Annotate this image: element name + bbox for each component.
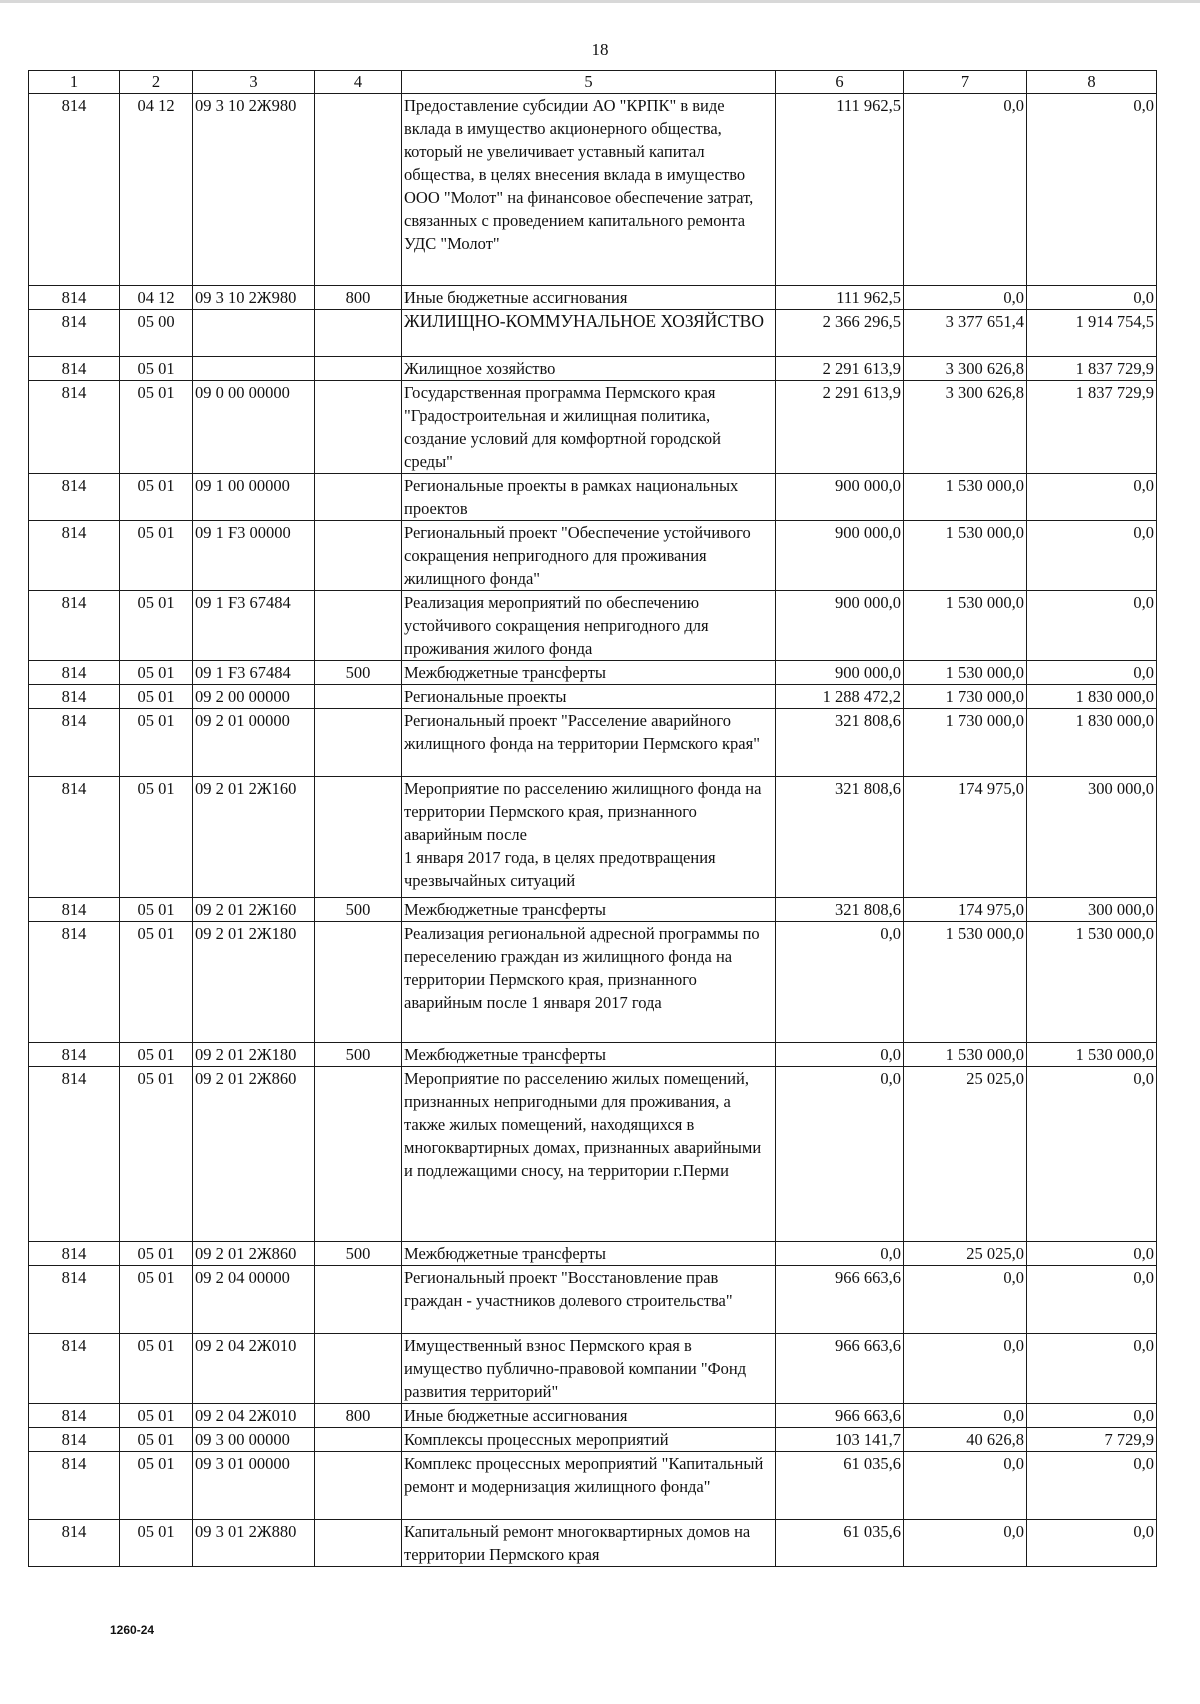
ministry-code-cell: 814: [29, 1242, 120, 1266]
ministry-code-cell: 814: [29, 310, 120, 357]
table-header: [29, 71, 1157, 94]
table-row: [29, 1452, 1157, 1520]
ministry-code-cell: 814: [29, 94, 120, 286]
ministry-code-cell: 814: [29, 1452, 120, 1520]
description-cell: Реализация региональной адресной программы по переселению граждан из жилищного фонда на территории Пермского края, признанного аварийным после 1 января 2017 года: [402, 922, 776, 1043]
ministry-code-cell: 814: [29, 521, 120, 591]
description-cell: Региональный проект "Обеспечение устойчивого сокращения непригодного для проживания жилищного фонда": [402, 521, 776, 591]
ministry-code-cell: 814: [29, 777, 120, 898]
amount-year1-cell: 111 962,5: [776, 286, 904, 310]
amount-year2-cell: 174 975,0: [904, 777, 1027, 898]
ministry-code-cell: 814: [29, 1520, 120, 1567]
amount-year3-cell: 1 914 754,5: [1027, 310, 1157, 357]
description-cell: Межбюджетные трансферты: [402, 1242, 776, 1266]
amount-year3-cell: 0,0: [1027, 1520, 1157, 1567]
amount-year2-cell: 3 300 626,8: [904, 357, 1027, 381]
expense-type-cell: 500: [315, 1242, 402, 1266]
section-code-cell: 05 01: [120, 1428, 193, 1452]
table-body: [29, 94, 1157, 1567]
description-cell: Межбюджетные трансферты: [402, 1043, 776, 1067]
target-article-cell: 09 3 10 2Ж980: [193, 286, 315, 310]
table-row: [29, 591, 1157, 661]
target-article-cell: 09 2 01 2Ж180: [193, 1043, 315, 1067]
amount-year1-cell: 61 035,6: [776, 1520, 904, 1567]
table-row: [29, 1266, 1157, 1334]
column-header: 3: [193, 71, 315, 94]
amount-year3-cell: 0,0: [1027, 661, 1157, 685]
ministry-code-cell: 814: [29, 1428, 120, 1452]
amount-year1-cell: 966 663,6: [776, 1404, 904, 1428]
amount-year2-cell: 0,0: [904, 94, 1027, 286]
description-cell: Региональный проект "Расселение аварийного жилищного фонда на территории Пермского края": [402, 709, 776, 777]
amount-year3-cell: 1 530 000,0: [1027, 922, 1157, 1043]
amount-year3-cell: 1 830 000,0: [1027, 685, 1157, 709]
amount-year1-cell: 900 000,0: [776, 661, 904, 685]
ministry-code-cell: 814: [29, 1043, 120, 1067]
section-code-cell: 05 01: [120, 1452, 193, 1520]
amount-year2-cell: 1 530 000,0: [904, 521, 1027, 591]
ministry-code-cell: 814: [29, 709, 120, 777]
amount-year1-cell: 1 288 472,2: [776, 685, 904, 709]
amount-year2-cell: 1 530 000,0: [904, 1043, 1027, 1067]
section-code-cell: 05 01: [120, 1266, 193, 1334]
table-row: [29, 709, 1157, 777]
amount-year3-cell: 0,0: [1027, 474, 1157, 521]
target-article-cell: 09 2 01 2Ж860: [193, 1067, 315, 1242]
table-row: [29, 1404, 1157, 1428]
target-article-cell: 09 3 10 2Ж980: [193, 94, 315, 286]
amount-year1-cell: 321 808,6: [776, 898, 904, 922]
amount-year3-cell: 1 830 000,0: [1027, 709, 1157, 777]
description-cell: ЖИЛИЩНО-КОММУНАЛЬНОЕ ХОЗЯЙСТВО: [402, 310, 776, 357]
target-article-cell: 09 1 F3 00000: [193, 521, 315, 591]
amount-year3-cell: 0,0: [1027, 1242, 1157, 1266]
expense-type-cell: 500: [315, 1043, 402, 1067]
amount-year2-cell: 0,0: [904, 1334, 1027, 1404]
amount-year3-cell: 0,0: [1027, 1266, 1157, 1334]
budget-table: [28, 70, 1157, 1567]
target-article-cell: 09 3 01 00000: [193, 1452, 315, 1520]
amount-year3-cell: 0,0: [1027, 1334, 1157, 1404]
table-row: [29, 898, 1157, 922]
target-article-cell: 09 2 01 2Ж160: [193, 898, 315, 922]
amount-year3-cell: 1 837 729,9: [1027, 381, 1157, 474]
table-row: [29, 357, 1157, 381]
expense-type-cell: [315, 474, 402, 521]
expense-type-cell: [315, 1428, 402, 1452]
amount-year3-cell: 1 837 729,9: [1027, 357, 1157, 381]
amount-year3-cell: 0,0: [1027, 1067, 1157, 1242]
ministry-code-cell: 814: [29, 474, 120, 521]
amount-year2-cell: 0,0: [904, 1404, 1027, 1428]
expense-type-cell: 800: [315, 286, 402, 310]
amount-year1-cell: 2 291 613,9: [776, 357, 904, 381]
amount-year2-cell: 40 626,8: [904, 1428, 1027, 1452]
amount-year1-cell: 0,0: [776, 1043, 904, 1067]
expense-type-cell: [315, 685, 402, 709]
column-header: 8: [1027, 71, 1157, 94]
amount-year1-cell: 321 808,6: [776, 777, 904, 898]
target-article-cell: 09 1 00 00000: [193, 474, 315, 521]
expense-type-cell: [315, 381, 402, 474]
amount-year1-cell: 900 000,0: [776, 591, 904, 661]
table-row: [29, 1428, 1157, 1452]
amount-year1-cell: 0,0: [776, 1067, 904, 1242]
table-row: [29, 381, 1157, 474]
amount-year1-cell: 966 663,6: [776, 1266, 904, 1334]
description-cell: Региональные проекты в рамках национальных проектов: [402, 474, 776, 521]
section-code-cell: 05 01: [120, 1242, 193, 1266]
section-code-cell: 05 01: [120, 521, 193, 591]
expense-type-cell: [315, 922, 402, 1043]
ministry-code-cell: 814: [29, 685, 120, 709]
section-code-cell: 05 01: [120, 661, 193, 685]
section-code-cell: 05 01: [120, 1404, 193, 1428]
amount-year2-cell: 3 377 651,4: [904, 310, 1027, 357]
column-header: 1: [29, 71, 120, 94]
target-article-cell: 09 2 01 00000: [193, 709, 315, 777]
expense-type-cell: [315, 1266, 402, 1334]
target-article-cell: 09 3 01 2Ж880: [193, 1520, 315, 1567]
column-header: 5: [402, 71, 776, 94]
description-cell: Межбюджетные трансферты: [402, 898, 776, 922]
target-article-cell: 09 3 00 00000: [193, 1428, 315, 1452]
amount-year3-cell: 0,0: [1027, 1452, 1157, 1520]
expense-type-cell: [315, 709, 402, 777]
table-row: [29, 922, 1157, 1043]
table-row: [29, 1242, 1157, 1266]
table-row: [29, 661, 1157, 685]
scan-edge: [0, 0, 1200, 3]
header-row: [29, 71, 1157, 94]
table-row: [29, 521, 1157, 591]
amount-year1-cell: 900 000,0: [776, 474, 904, 521]
section-code-cell: 05 01: [120, 381, 193, 474]
amount-year3-cell: 1 530 000,0: [1027, 1043, 1157, 1067]
expense-type-cell: [315, 357, 402, 381]
amount-year3-cell: 300 000,0: [1027, 777, 1157, 898]
description-cell: Капитальный ремонт многоквартирных домов на территории Пермского края: [402, 1520, 776, 1567]
amount-year1-cell: 0,0: [776, 922, 904, 1043]
amount-year1-cell: 900 000,0: [776, 521, 904, 591]
table-row: [29, 310, 1157, 357]
ministry-code-cell: 814: [29, 357, 120, 381]
amount-year1-cell: 111 962,5: [776, 94, 904, 286]
amount-year2-cell: 174 975,0: [904, 898, 1027, 922]
amount-year3-cell: 0,0: [1027, 286, 1157, 310]
table-row: [29, 94, 1157, 286]
section-code-cell: 05 01: [120, 357, 193, 381]
section-code-cell: 05 01: [120, 922, 193, 1043]
ministry-code-cell: 814: [29, 591, 120, 661]
amount-year2-cell: 1 730 000,0: [904, 685, 1027, 709]
expense-type-cell: [315, 310, 402, 357]
section-code-cell: 05 01: [120, 1334, 193, 1404]
expense-type-cell: 500: [315, 898, 402, 922]
column-header: 4: [315, 71, 402, 94]
description-cell: Мероприятие по расселению жилых помещений, признанных непригодными для проживания, а также жилых помещений, находящихся в многоквартирных домах, признанных аварийными и подлежащими сносу, на территории г.Перми: [402, 1067, 776, 1242]
target-article-cell: 09 2 01 2Ж180: [193, 922, 315, 1043]
table-row: [29, 286, 1157, 310]
ministry-code-cell: 814: [29, 661, 120, 685]
description-cell: Региональный проект "Восстановление прав граждан - участников долевого строительства": [402, 1266, 776, 1334]
amount-year1-cell: 103 141,7: [776, 1428, 904, 1452]
description-cell: Жилищное хозяйство: [402, 357, 776, 381]
description-cell: Мероприятие по расселению жилищного фонда на территории Пермского края, признанного аварийным после 1 января 2017 года, в целях предотвращения чрезвычайных ситуаций: [402, 777, 776, 898]
section-code-cell: 05 01: [120, 709, 193, 777]
ministry-code-cell: 814: [29, 1266, 120, 1334]
amount-year1-cell: 321 808,6: [776, 709, 904, 777]
amount-year3-cell: 0,0: [1027, 591, 1157, 661]
target-article-cell: [193, 310, 315, 357]
expense-type-cell: 800: [315, 1404, 402, 1428]
expense-type-cell: 500: [315, 661, 402, 685]
description-cell: Реализация мероприятий по обеспечению устойчивого сокращения непригодного для проживания жилого фонда: [402, 591, 776, 661]
description-cell: Комплексы процессных мероприятий: [402, 1428, 776, 1452]
expense-type-cell: [315, 1520, 402, 1567]
amount-year2-cell: 1 730 000,0: [904, 709, 1027, 777]
table-row: [29, 1520, 1157, 1567]
amount-year3-cell: 7 729,9: [1027, 1428, 1157, 1452]
expense-type-cell: [315, 521, 402, 591]
target-article-cell: 09 2 04 00000: [193, 1266, 315, 1334]
description-cell: Иные бюджетные ассигнования: [402, 1404, 776, 1428]
expense-type-cell: [315, 1067, 402, 1242]
section-code-cell: 04 12: [120, 94, 193, 286]
target-article-cell: 09 2 01 2Ж860: [193, 1242, 315, 1266]
amount-year3-cell: 0,0: [1027, 521, 1157, 591]
section-code-cell: 04 12: [120, 286, 193, 310]
table-row: [29, 777, 1157, 898]
column-header: 7: [904, 71, 1027, 94]
section-code-cell: 05 01: [120, 1067, 193, 1242]
section-code-cell: 05 01: [120, 591, 193, 661]
section-code-cell: 05 01: [120, 1043, 193, 1067]
description-cell: Предоставление субсидии АО "КРПК" в виде вклада в имущество акционерного общества, который не увеличивает уставный капитал общества, в целях внесения вклада в имущество ООО "Молот" на финансовое обеспечение затрат, связанных с проведением капитального ремонта УДС "Молот": [402, 94, 776, 286]
amount-year3-cell: 0,0: [1027, 1404, 1157, 1428]
ministry-code-cell: 814: [29, 922, 120, 1043]
footer-document-code: 1260-24: [110, 1623, 155, 1637]
target-article-cell: [193, 357, 315, 381]
amount-year2-cell: 1 530 000,0: [904, 922, 1027, 1043]
amount-year1-cell: 61 035,6: [776, 1452, 904, 1520]
target-article-cell: 09 0 00 00000: [193, 381, 315, 474]
amount-year3-cell: 0,0: [1027, 94, 1157, 286]
amount-year1-cell: 966 663,6: [776, 1334, 904, 1404]
description-cell: Имущественный взнос Пермского края в имущество публично-правовой компании "Фонд развития территорий": [402, 1334, 776, 1404]
expense-type-cell: [315, 591, 402, 661]
ministry-code-cell: 814: [29, 381, 120, 474]
expense-type-cell: [315, 777, 402, 898]
amount-year2-cell: 0,0: [904, 1520, 1027, 1567]
amount-year1-cell: 0,0: [776, 1242, 904, 1266]
amount-year2-cell: 0,0: [904, 286, 1027, 310]
table-row: [29, 685, 1157, 709]
table-row: [29, 1043, 1157, 1067]
target-article-cell: 09 2 01 2Ж160: [193, 777, 315, 898]
ministry-code-cell: 814: [29, 1067, 120, 1242]
ministry-code-cell: 814: [29, 286, 120, 310]
target-article-cell: 09 2 00 00000: [193, 685, 315, 709]
description-cell: Иные бюджетные ассигнования: [402, 286, 776, 310]
amount-year1-cell: 2 291 613,9: [776, 381, 904, 474]
ministry-code-cell: 814: [29, 1334, 120, 1404]
ministry-code-cell: 814: [29, 1404, 120, 1428]
column-header: 2: [120, 71, 193, 94]
section-code-cell: 05 01: [120, 898, 193, 922]
expense-type-cell: [315, 1452, 402, 1520]
ministry-code-cell: 814: [29, 898, 120, 922]
target-article-cell: 09 1 F3 67484: [193, 591, 315, 661]
amount-year2-cell: 3 300 626,8: [904, 381, 1027, 474]
target-article-cell: 09 2 04 2Ж010: [193, 1334, 315, 1404]
table-row: [29, 474, 1157, 521]
section-code-cell: 05 01: [120, 1520, 193, 1567]
description-cell: Государственная программа Пермского края "Градостроительная и жилищная политика, создание условий для комфортной городской среды": [402, 381, 776, 474]
amount-year1-cell: 2 366 296,5: [776, 310, 904, 357]
table-row: [29, 1067, 1157, 1242]
section-code-cell: 05 00: [120, 310, 193, 357]
amount-year2-cell: 1 530 000,0: [904, 591, 1027, 661]
amount-year2-cell: 1 530 000,0: [904, 661, 1027, 685]
page-number: 18: [591, 40, 609, 59]
section-code-cell: 05 01: [120, 685, 193, 709]
amount-year2-cell: 25 025,0: [904, 1242, 1027, 1266]
description-cell: Межбюджетные трансферты: [402, 661, 776, 685]
expense-type-cell: [315, 1334, 402, 1404]
amount-year2-cell: 1 530 000,0: [904, 474, 1027, 521]
amount-year2-cell: 25 025,0: [904, 1067, 1027, 1242]
expense-type-cell: [315, 94, 402, 286]
amount-year3-cell: 300 000,0: [1027, 898, 1157, 922]
column-header: 6: [776, 71, 904, 94]
target-article-cell: 09 2 04 2Ж010: [193, 1404, 315, 1428]
description-cell: Комплекс процессных мероприятий "Капитальный ремонт и модернизация жилищного фонда": [402, 1452, 776, 1520]
amount-year2-cell: 0,0: [904, 1452, 1027, 1520]
table-row: [29, 1334, 1157, 1404]
section-code-cell: 05 01: [120, 474, 193, 521]
section-code-cell: 05 01: [120, 777, 193, 898]
description-cell: Региональные проекты: [402, 685, 776, 709]
amount-year2-cell: 0,0: [904, 1266, 1027, 1334]
target-article-cell: 09 1 F3 67484: [193, 661, 315, 685]
